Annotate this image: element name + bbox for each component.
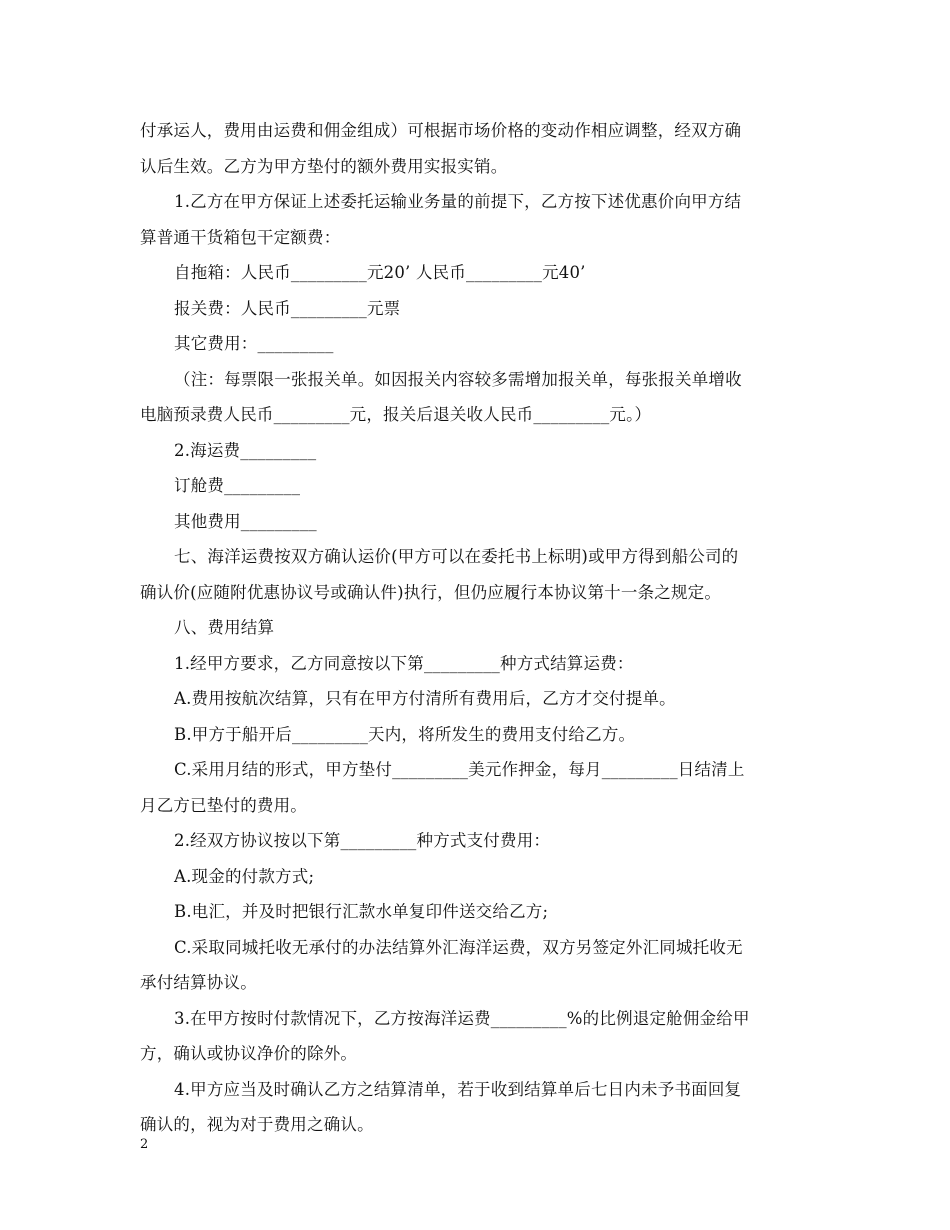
text-line: 付承运人，费用由运费和佣金组成）可根据市场价格的变动作相应调整，经双方确 bbox=[140, 121, 742, 140]
text-line: 订舱费_________ bbox=[174, 476, 301, 495]
text-line: C.采用月结的形式，甲方垫付_________美元作押金，每月_________日结清上 bbox=[174, 760, 745, 779]
text-line: （注：每票限一张报关单。如因报关内容较多需增加报关单，每张报关单增收 bbox=[174, 369, 742, 389]
text-line: 其他费用_________ bbox=[174, 511, 317, 531]
text-line: 算普通干货箱包干定额费： bbox=[140, 227, 341, 247]
text-line: 方，确认或协议净价的除外。 bbox=[140, 1044, 358, 1063]
document-body bbox=[140, 113, 820, 1143]
text-line: 确认的，视为对于费用之确认。 bbox=[140, 1115, 374, 1134]
page-number: 2 bbox=[140, 1137, 149, 1152]
text-line: A.现金的付款方式; bbox=[174, 866, 315, 886]
text-line: 月乙方已垫付的费用。 bbox=[140, 795, 307, 815]
text-line: 2.经双方协议按以下第_________种方式支付费用： bbox=[174, 831, 551, 850]
text-line: 承付结算协议。 bbox=[140, 973, 257, 992]
text-line: 自拖箱：人民币_________元20’ 人民币_________元40’ bbox=[174, 263, 586, 282]
text-line: 八、费用结算 bbox=[174, 618, 275, 637]
text-line: 1.经甲方要求，乙方同意按以下第_________种方式结算运费： bbox=[174, 653, 634, 673]
text-line: 2.海运费_________ bbox=[174, 440, 317, 460]
text-line: B.甲方于船开后_________天内，将所发生的费用支付给乙方。 bbox=[174, 724, 636, 744]
text-line: 报关费：人民币_________元票 bbox=[174, 298, 401, 318]
text-line: 电脑预录费人民币_________元，报关后退关收人民币_________元。） bbox=[140, 405, 652, 424]
text-line: A.费用按航次结算，只有在甲方付清所有费用后，乙方才交付提单。 bbox=[174, 689, 676, 708]
text-line: 认后生效。乙方为甲方垫付的额外费用实报实销。 bbox=[140, 156, 508, 176]
text-line: 确认价(应随附优惠协议号或确认件)执行，但仍应履行本协议第十一条之规定。 bbox=[140, 582, 722, 602]
text-line: 其它费用：_________ bbox=[174, 334, 334, 353]
text-line: 4.甲方应当及时确认乙方之结算清单，若于收到结算单后七日内未予书面回复 bbox=[174, 1079, 742, 1099]
text-line: 1.乙方在甲方保证上述委托运输业务量的前提下，乙方按下述优惠价向甲方结 bbox=[174, 192, 742, 211]
text-line: 3.在甲方按时付款情况下，乙方按海洋运费_________%的比例退定舱佣金给甲 bbox=[174, 1008, 750, 1028]
text-line: B.电汇，并及时把银行汇款水单复印件送交给乙方; bbox=[174, 902, 549, 921]
text-line: C.采取同城托收无承付的办法结算外汇海洋运费，双方另签定外汇同城托收无 bbox=[174, 937, 743, 957]
text-line: 七、海洋运费按双方确认运价(甲方可以在委托书上标明)或甲方得到船公司的 bbox=[174, 547, 739, 566]
